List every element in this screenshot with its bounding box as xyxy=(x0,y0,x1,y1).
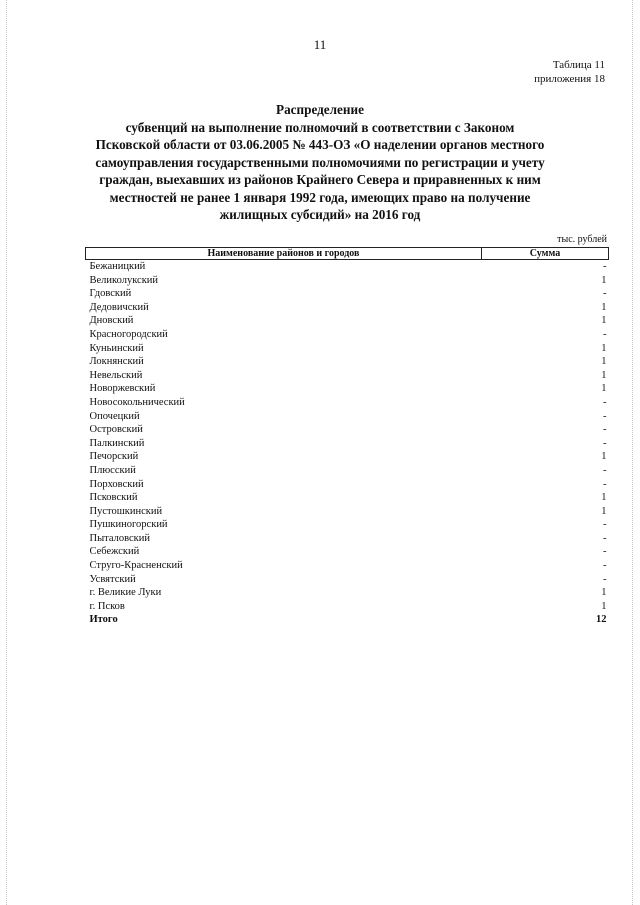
table-row xyxy=(86,396,609,410)
heading-line-2: субвенций на выполнение полномочий в соответствии с Законом xyxy=(125,119,515,135)
district-name: Плюсский xyxy=(89,464,136,476)
subvention-amount: - xyxy=(603,519,607,531)
subvention-amount: - xyxy=(603,573,607,585)
subvention-amount: - xyxy=(603,560,607,572)
table-row xyxy=(86,559,609,573)
table-row xyxy=(86,437,609,451)
table-reference xyxy=(534,58,605,86)
table-row xyxy=(86,491,609,505)
heading-line-5: граждан, выехавших из районов Крайнего Севера и приравненных к ним xyxy=(99,172,541,187)
heading-line-1: Распределение xyxy=(276,102,364,117)
table-row xyxy=(86,369,609,383)
subvention-amount: 1 xyxy=(601,369,607,381)
district-name: Струго-Красненский xyxy=(89,560,183,572)
subvention-amount: - xyxy=(603,437,607,449)
district-name: Пушкиногорский xyxy=(89,519,168,531)
table-row xyxy=(86,410,609,424)
subvention-amount: - xyxy=(603,328,607,340)
subvention-amount: 1 xyxy=(601,587,607,599)
table-row xyxy=(86,478,609,492)
table-row xyxy=(86,518,609,532)
subvention-amount: 1 xyxy=(601,356,607,368)
table-row xyxy=(86,600,609,614)
district-name: Себежский xyxy=(89,546,140,558)
district-name: Гдовский xyxy=(89,288,132,300)
units-label: тыс. рублей xyxy=(557,234,607,245)
table-header-row xyxy=(86,248,609,260)
district-name: Дновский xyxy=(89,315,134,327)
subvention-amount: - xyxy=(603,464,607,476)
district-name: Бежаницкий xyxy=(89,261,146,272)
table-row xyxy=(86,545,609,559)
table-row xyxy=(86,573,609,587)
table-row xyxy=(86,260,609,274)
district-name: Невельский xyxy=(89,369,143,381)
district-name: Итого xyxy=(89,614,118,626)
district-name: Опочецкий xyxy=(89,410,140,422)
total-row xyxy=(86,613,609,627)
document-heading xyxy=(70,101,570,224)
district-name: Псковский xyxy=(89,492,138,504)
subvention-amount: 1 xyxy=(601,451,607,463)
table-row xyxy=(86,342,609,356)
subvention-amount: 1 xyxy=(601,342,607,354)
table-row xyxy=(86,314,609,328)
table-row xyxy=(86,355,609,369)
table-row xyxy=(86,532,609,546)
subvention-amount: 1 xyxy=(601,383,607,395)
subvention-amount: - xyxy=(603,546,607,558)
table-reference-line-2: приложения 18 xyxy=(534,73,605,85)
district-name: Красногородский xyxy=(89,328,168,340)
district-name: Островский xyxy=(89,424,143,436)
district-name: г. Псков xyxy=(89,600,125,612)
district-name: Печорский xyxy=(89,451,139,463)
table-reference-line-1: Таблица 11 xyxy=(552,59,605,71)
district-name: Усвятский xyxy=(89,573,136,585)
district-name: Локнянский xyxy=(89,356,144,368)
table-row xyxy=(86,450,609,464)
table-row xyxy=(86,274,609,288)
page-number: 11 xyxy=(313,37,327,52)
subvention-amount: - xyxy=(603,288,607,300)
subvention-amount: 1 xyxy=(601,274,607,286)
district-name: Палкинский xyxy=(89,437,145,449)
column-header-name: Наименование районов и городов xyxy=(86,248,482,260)
district-name: Дедовичский xyxy=(89,301,149,313)
heading-line-6: местностей не ранее 1 января 1992 года, имеющих право на получение xyxy=(109,189,531,205)
subvention-amount: 12 xyxy=(596,614,607,626)
district-name: Новоржевский xyxy=(89,383,156,395)
column-header-sum: Сумма xyxy=(482,248,609,260)
subvention-amount: 1 xyxy=(601,505,607,517)
table-row xyxy=(86,328,609,342)
table-row xyxy=(86,301,609,315)
subvention-table xyxy=(85,247,609,627)
table-row xyxy=(86,382,609,396)
subvention-amount: 1 xyxy=(601,315,607,327)
district-name: Порховский xyxy=(89,478,144,490)
subvention-amount: - xyxy=(603,410,607,422)
heading-line-4: самоуправления государственными полномочиями по регистрации и учету xyxy=(95,154,545,170)
subvention-amount: - xyxy=(603,424,607,436)
left-margin-artifact xyxy=(6,0,8,905)
district-name: Куньинский xyxy=(89,342,144,354)
table-row xyxy=(86,287,609,301)
subvention-amount: 1 xyxy=(601,600,607,612)
subvention-amount: - xyxy=(603,396,607,408)
district-name: г. Великие Луки xyxy=(89,587,162,599)
table-row xyxy=(86,586,609,600)
district-name: Новосокольнический xyxy=(89,396,185,408)
district-name: Великолукский xyxy=(89,274,159,286)
heading-line-7: жилищных субсидий» на 2016 год xyxy=(219,207,421,222)
district-name: Пустошкинский xyxy=(89,505,163,517)
right-margin-artifact xyxy=(632,0,634,905)
subvention-amount: 1 xyxy=(601,492,607,504)
table-row xyxy=(86,464,609,478)
table-row xyxy=(86,505,609,519)
subvention-amount: - xyxy=(603,532,607,544)
district-name: Пыталовский xyxy=(89,532,150,544)
subvention-amount: - xyxy=(603,478,607,490)
subvention-amount: - xyxy=(603,261,607,272)
subvention-amount: 1 xyxy=(601,301,607,313)
table-row xyxy=(86,423,609,437)
heading-line-3: Псковской области от 03.06.2005 № 443-ОЗ «О наделении органов местного xyxy=(95,137,545,152)
